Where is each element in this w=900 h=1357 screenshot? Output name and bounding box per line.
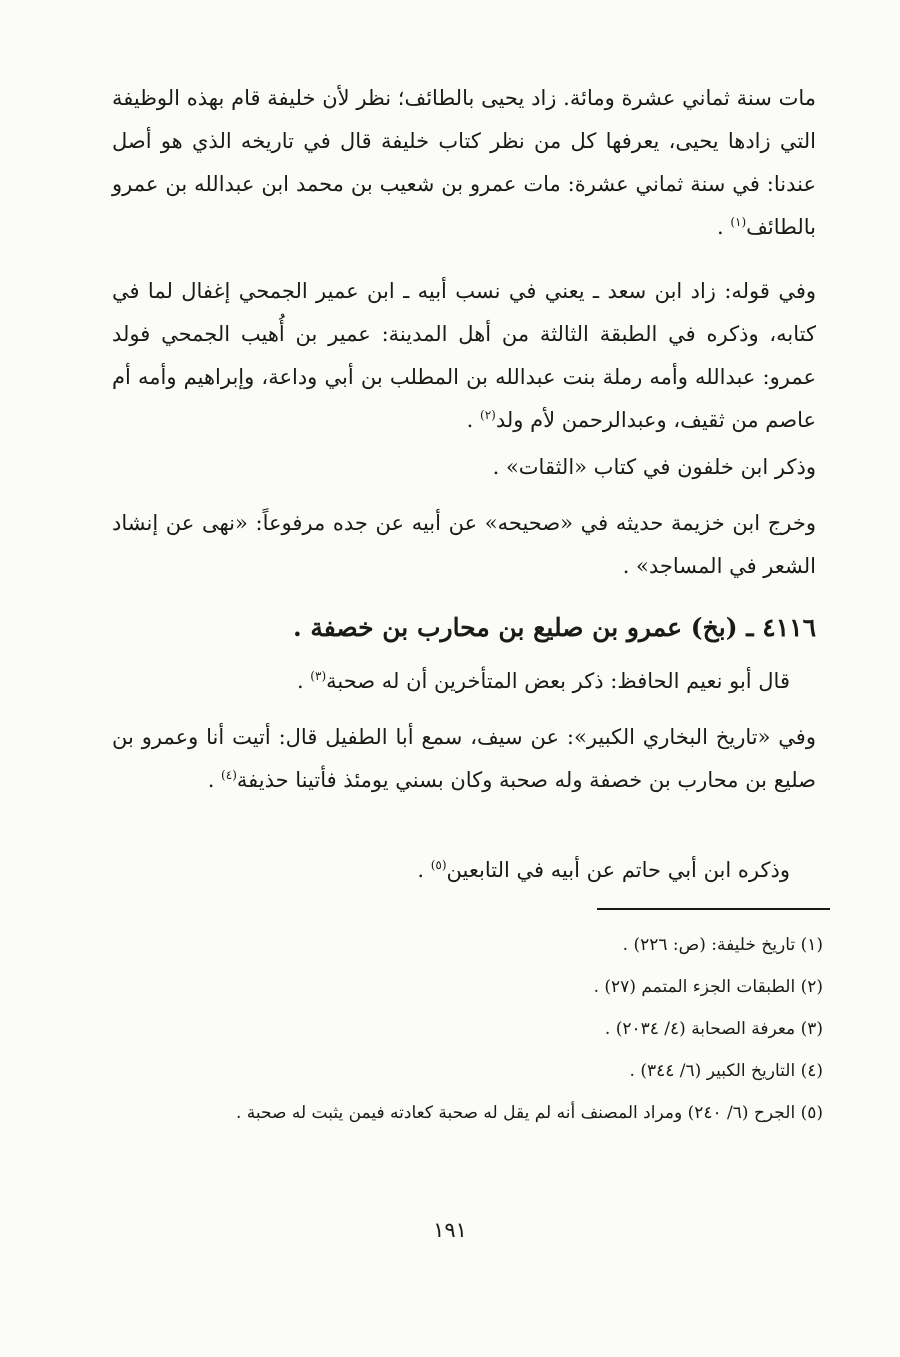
footnote-3: (٣) معرفة الصحابة (٤/ ٢٠٣٤) . (604, 1019, 823, 1039)
footnote-5: (٥) الجرح (٦/ ٢٤٠) ومراد المصنف أنه لم يقل له صحبة كعادته فيمن يثبت له صحبة . (235, 1103, 823, 1123)
footnote-4: (٤) التاريخ الكبير (٦/ ٣٤٤) . (629, 1061, 823, 1081)
entry-paragraph-1-text: قال أبو نعيم الحافظ: ذكر بعض المتأخرين أن له صحبة (326, 669, 790, 693)
footnote-ref-4[interactable]: (٤) (221, 768, 237, 782)
footnote-separator (597, 908, 830, 910)
footnote-ref-3[interactable]: (٣) (310, 669, 327, 683)
entry-paragraph-3 (112, 849, 816, 892)
paragraph-4 (112, 502, 816, 588)
paragraph-2-end: . (466, 408, 480, 432)
footnote-ref-1[interactable]: (١) (730, 215, 747, 229)
paragraph-3-text: وذكر ابن خلفون في كتاب «الثقات» . (492, 455, 816, 479)
paragraph-1-end: . (716, 215, 731, 239)
footnote-2: (٢) الطبقات الجزء المتمم (٢٧) . (593, 977, 823, 997)
entry-paragraph-2 (112, 716, 816, 802)
entry-paragraph-2-end: . (207, 768, 222, 792)
paragraph-3 (112, 446, 816, 489)
entry-paragraph-2-text: وفي «تاريخ البخاري الكبير»: عن سيف، سمع أبا الطفيل قال: أتيت أنا وعمرو بن صليع بن محارب بن خصفة وله صحبة وكان بسني يومئذ فأتينا حذيفة (112, 725, 816, 792)
entry-paragraph-3-text: وذكره ابن أبي حاتم عن أبيه في التابعين (446, 858, 790, 882)
footnotes-list (132, 924, 823, 1131)
paragraph-1-text: مات سنة ثماني عشرة ومائة. زاد يحيى بالطائف؛ نظر لأن خليفة قام بهذه الوظيفة التي زادها يحيى، يعرفها كل من نظر كتاب خليفة قال في تاريخه الذي هو أصل عندنا: في سنة ثماني عشرة: مات عمرو بن شعيب بن محمد ابن عبدالله بن عمرو بالطائف (112, 86, 816, 239)
entry-heading: ٤١١٦ ـ (بخ) عمرو بن صليع بن محارب بن خصفة . (292, 613, 816, 642)
page-number: ١٩١ (433, 1218, 467, 1242)
paragraph-1 (112, 77, 816, 249)
paragraph-4-text: وخرج ابن خزيمة حديثه في «صحيحه» عن أبيه عن جده مرفوعاً: «نهى عن إنشاد الشعر في المساجد» . (112, 511, 816, 578)
entry-paragraph-3-end: . (417, 858, 431, 882)
paragraph-2 (112, 270, 816, 442)
entry-paragraph-1-end: . (296, 669, 311, 693)
paragraph-2-text: وفي قوله: زاد ابن سعد ـ يعني في نسب أبيه ـ ابن عمير الجمحي إغفال لما في كتابه، وذكره في الطبقة الثالثة من أهل المدينة: عمير بن أُهيب الجمحي فولد عمرو: عبدالله وأمه رملة بنت عبدالله بن المطلب بن أبي وداعة، وإبراهيم وأمه أم عاصم من ثقيف، وعبدالرحمن لأم ولد (112, 279, 816, 432)
footnote-ref-2[interactable]: (٢) (480, 408, 496, 422)
footnote-ref-5[interactable]: (٥) (430, 858, 447, 872)
footnote-1: (١) تاريخ خليفة: (ص: ٢٢٦) . (622, 935, 823, 955)
entry-paragraph-1 (112, 660, 816, 703)
